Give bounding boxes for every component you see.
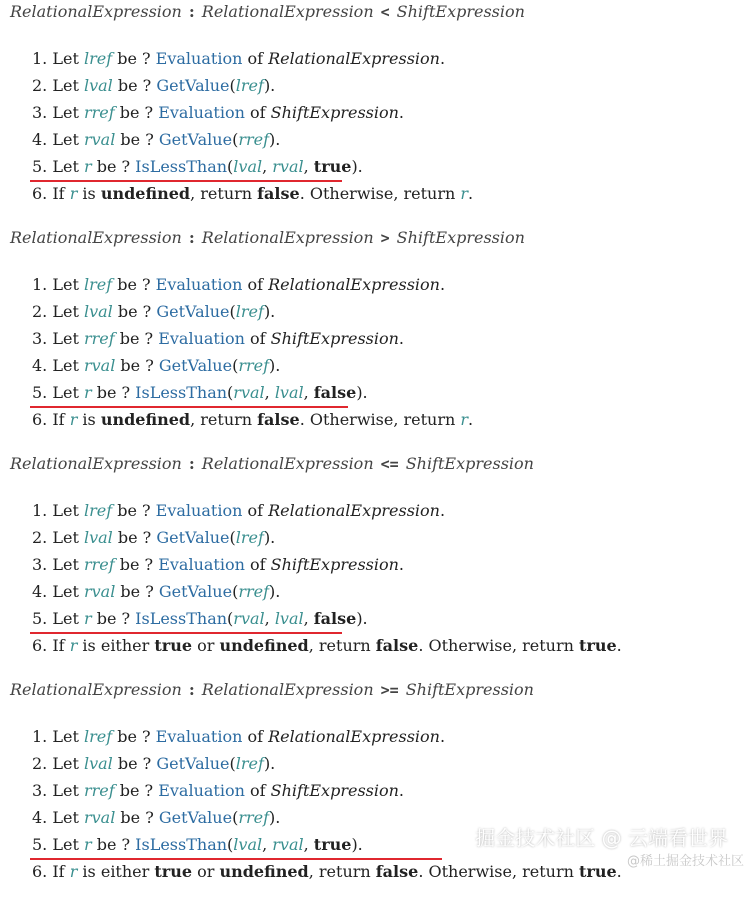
step-number: 2.: [32, 754, 53, 773]
var-lref: lref: [235, 528, 264, 547]
kw-true: true: [154, 636, 193, 655]
link-evaluation[interactable]: Evaluation: [155, 275, 243, 294]
link-getvalue[interactable]: GetValue: [156, 302, 230, 321]
nonterminal-shift: ShiftExpression: [405, 454, 534, 473]
kw-true: true: [154, 862, 193, 881]
link-evaluation[interactable]: Evaluation: [155, 49, 243, 68]
algorithm-section: [0, 0, 750, 226]
link-evaluation[interactable]: Evaluation: [155, 727, 243, 746]
kw-undefined: undefined: [219, 636, 309, 655]
bool-flag: true: [313, 835, 352, 854]
algorithm-step: 6. If r is undefined, return false. Otherwise, return r.: [32, 410, 474, 429]
link-getvalue[interactable]: GetValue: [158, 130, 233, 149]
var-rref: rref: [238, 808, 269, 827]
link-islessthan[interactable]: IsLessThan: [135, 835, 228, 854]
step-number: 4.: [32, 808, 53, 827]
algorithm-section: [0, 452, 750, 678]
operator-token: <=: [380, 455, 399, 473]
nonterminal-lhs: RelationalExpression: [10, 680, 182, 699]
var-arg2: rval: [272, 157, 304, 176]
algorithm-step: 1. Let lref be ? Evaluation of RelationalExpression.: [32, 501, 446, 520]
production-colon: :: [188, 2, 195, 21]
step-number: 1.: [32, 501, 53, 520]
step-number: 5.: [32, 835, 53, 854]
kw-undefined: undefined: [219, 862, 309, 881]
var-lval: lval: [83, 754, 113, 773]
step-number: 6.: [32, 184, 53, 203]
nonterminal-shift: ShiftExpression: [396, 2, 525, 21]
link-islessthan[interactable]: IsLessThan: [135, 609, 228, 628]
var-arg1: rval: [233, 383, 265, 402]
var-arg2: rval: [272, 835, 304, 854]
production-header: [10, 454, 534, 473]
algorithm-step: 6. If r is undefined, return false. Otherwise, return r.: [32, 184, 474, 203]
algorithm-step: 1. Let lref be ? Evaluation of RelationalExpression.: [32, 275, 446, 294]
algorithm-step: 3. Let rref be ? Evaluation of ShiftExpression.: [32, 329, 405, 348]
step-number: 1.: [32, 275, 53, 294]
var-r: r: [83, 609, 92, 628]
operator-token: >=: [380, 681, 399, 699]
var-lref: lref: [83, 49, 113, 68]
nonterminal-ref: RelationalExpression: [268, 49, 440, 68]
var-rref: rref: [83, 555, 115, 574]
algorithm-step: 2. Let lval be ? GetValue(lref).: [32, 76, 276, 95]
kw-false: false: [257, 184, 300, 203]
algorithm-step: 3. Let rref be ? Evaluation of ShiftExpression.: [32, 555, 405, 574]
step-number: 3.: [32, 103, 53, 122]
nonterminal-ref: ShiftExpression: [270, 329, 399, 348]
step-number: 6.: [32, 636, 53, 655]
kw-undefined: undefined: [100, 410, 191, 429]
algorithm-step: 3. Let rref be ? Evaluation of ShiftExpression.: [32, 103, 405, 122]
nonterminal-ref: ShiftExpression: [270, 781, 399, 800]
link-getvalue[interactable]: GetValue: [158, 582, 233, 601]
link-getvalue[interactable]: GetValue: [158, 356, 233, 375]
kw-true: true: [579, 636, 617, 655]
var-lref: lref: [83, 727, 113, 746]
var-rref: rref: [238, 130, 269, 149]
watermark: 掘金技术社区 @ 云端看世界: [475, 826, 728, 850]
var-r: r: [460, 184, 469, 203]
algorithm-step: 1. Let lref be ? Evaluation of RelationalExpression.: [32, 727, 446, 746]
link-evaluation[interactable]: Evaluation: [158, 781, 245, 800]
algorithm-step: 4. Let rval be ? GetValue(rref).: [32, 582, 281, 601]
var-r: r: [69, 636, 78, 655]
production-colon: :: [188, 454, 195, 473]
var-lval: lval: [83, 76, 113, 95]
kw-true: true: [579, 862, 617, 881]
production-header: [10, 228, 525, 247]
var-r: r: [460, 410, 469, 429]
algorithm-step: 5. Let r be ? IsLessThan(rval, lval, false).: [32, 383, 368, 402]
var-arg2: lval: [274, 609, 304, 628]
var-rval: rval: [83, 808, 116, 827]
step-number: 5.: [32, 157, 53, 176]
nonterminal-ref: RelationalExpression: [268, 727, 440, 746]
algorithm-step: 2. Let lval be ? GetValue(lref).: [32, 302, 276, 321]
algorithm-step: 6. If r is either true or undefined, return false. Otherwise, return true.: [32, 862, 622, 881]
var-lref: lref: [235, 302, 264, 321]
var-rref: rref: [83, 329, 115, 348]
var-r: r: [83, 157, 92, 176]
var-rref: rref: [83, 781, 115, 800]
var-r: r: [69, 184, 78, 203]
var-rval: rval: [83, 582, 116, 601]
nonterminal-rhs: RelationalExpression: [201, 228, 374, 247]
var-r: r: [69, 862, 78, 881]
step-number: 3.: [32, 781, 53, 800]
algorithm-step: 5. Let r be ? IsLessThan(lval, rval, true).: [32, 157, 363, 176]
algorithm-step: 5. Let r be ? IsLessThan(rval, lval, false).: [32, 609, 368, 628]
algorithm-step: 4. Let rval be ? GetValue(rref).: [32, 130, 281, 149]
bool-flag: false: [313, 383, 357, 402]
var-arg1: lval: [233, 835, 263, 854]
var-lref: lref: [235, 76, 264, 95]
nonterminal-lhs: RelationalExpression: [10, 2, 182, 21]
algorithm-step: 4. Let rval be ? GetValue(rref).: [32, 808, 281, 827]
algorithm-step: 6. If r is either true or undefined, return false. Otherwise, return true.: [32, 636, 622, 655]
var-rref: rref: [238, 582, 269, 601]
var-arg2: lval: [274, 383, 304, 402]
operator-token: <: [380, 3, 390, 21]
step-number: 2.: [32, 302, 53, 321]
nonterminal-ref: ShiftExpression: [270, 555, 399, 574]
link-evaluation[interactable]: Evaluation: [158, 329, 245, 348]
algorithm-section: [0, 678, 750, 904]
nonterminal-ref: RelationalExpression: [268, 275, 440, 294]
step-number: 6.: [32, 410, 53, 429]
link-islessthan[interactable]: IsLessThan: [135, 383, 228, 402]
var-r: r: [69, 410, 78, 429]
kw-false: false: [375, 862, 419, 881]
link-getvalue[interactable]: GetValue: [156, 76, 230, 95]
step-number: 1.: [32, 727, 53, 746]
nonterminal-rhs: RelationalExpression: [201, 680, 374, 699]
step-number: 4.: [32, 130, 53, 149]
link-getvalue[interactable]: GetValue: [156, 754, 230, 773]
link-getvalue[interactable]: GetValue: [158, 808, 233, 827]
var-rval: rval: [83, 356, 116, 375]
link-evaluation[interactable]: Evaluation: [158, 555, 245, 574]
kw-false: false: [257, 410, 300, 429]
step-number: 4.: [32, 582, 53, 601]
nonterminal-ref: ShiftExpression: [270, 103, 399, 122]
link-islessthan[interactable]: IsLessThan: [135, 157, 228, 176]
highlight-underline: [30, 632, 342, 634]
nonterminal-shift: ShiftExpression: [405, 680, 534, 699]
step-number: 5.: [32, 383, 53, 402]
var-arg1: rval: [233, 609, 265, 628]
var-lref: lref: [235, 754, 264, 773]
kw-false: false: [375, 636, 419, 655]
production-colon: :: [188, 680, 195, 699]
algorithm-section: [0, 226, 750, 452]
var-rref: rref: [238, 356, 269, 375]
production-header: [10, 680, 534, 699]
nonterminal-lhs: RelationalExpression: [10, 228, 182, 247]
bool-flag: false: [313, 609, 357, 628]
algorithm-step: 1. Let lref be ? Evaluation of RelationalExpression.: [32, 49, 446, 68]
var-lval: lval: [83, 302, 113, 321]
operator-token: >: [380, 229, 390, 247]
kw-undefined: undefined: [100, 184, 191, 203]
var-rref: rref: [83, 103, 115, 122]
var-lref: lref: [83, 501, 113, 520]
bool-flag: true: [313, 157, 352, 176]
algorithm-step: 2. Let lval be ? GetValue(lref).: [32, 754, 276, 773]
step-number: 4.: [32, 356, 53, 375]
production-colon: :: [188, 228, 195, 247]
nonterminal-ref: RelationalExpression: [268, 501, 440, 520]
link-getvalue[interactable]: GetValue: [156, 528, 230, 547]
algorithm-step: 4. Let rval be ? GetValue(rref).: [32, 356, 281, 375]
nonterminal-lhs: RelationalExpression: [10, 454, 182, 473]
step-number: 6.: [32, 862, 53, 881]
var-rval: rval: [83, 130, 116, 149]
algorithm-step: 2. Let lval be ? GetValue(lref).: [32, 528, 276, 547]
nonterminal-rhs: RelationalExpression: [201, 2, 374, 21]
var-r: r: [83, 383, 92, 402]
step-number: 5.: [32, 609, 53, 628]
watermark-sub: @稀土掘金技术社区: [626, 854, 744, 869]
step-number: 3.: [32, 555, 53, 574]
link-evaluation[interactable]: Evaluation: [155, 501, 243, 520]
algorithm-step: 3. Let rref be ? Evaluation of ShiftExpression.: [32, 781, 405, 800]
highlight-underline: [30, 180, 342, 182]
nonterminal-rhs: RelationalExpression: [201, 454, 374, 473]
nonterminal-shift: ShiftExpression: [396, 228, 525, 247]
var-arg1: lval: [233, 157, 263, 176]
step-number: 2.: [32, 528, 53, 547]
var-r: r: [83, 835, 92, 854]
var-lref: lref: [83, 275, 113, 294]
highlight-underline: [30, 406, 348, 408]
step-number: 2.: [32, 76, 53, 95]
highlight-underline: [30, 858, 442, 860]
step-number: 3.: [32, 329, 53, 348]
link-evaluation[interactable]: Evaluation: [158, 103, 245, 122]
algorithm-step: 5. Let r be ? IsLessThan(lval, rval, true).: [32, 835, 363, 854]
step-number: 1.: [32, 49, 53, 68]
var-lval: lval: [83, 528, 113, 547]
production-header: [10, 2, 525, 21]
